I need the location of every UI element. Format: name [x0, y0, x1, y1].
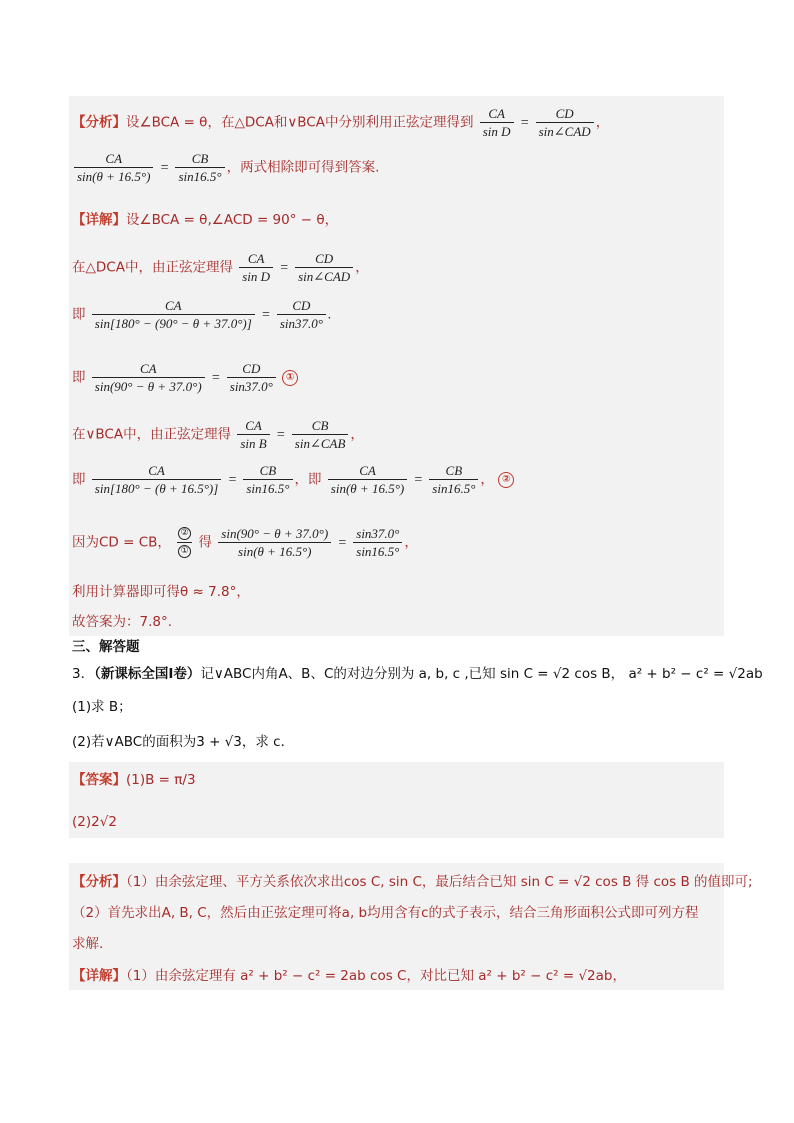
q3-detail-line-1: 【详解】（1）由余弦定理有 a² + b² − c² = 2ab cos C，对比已知 a² + b² − c² = √2ab，	[72, 968, 626, 984]
analysis-text-2: ，两式相除即可得到答案.	[226, 159, 380, 176]
answer-line-2: (2)2√2	[72, 814, 117, 830]
detail-line-dca: 在△DCA中，由正弦定理得 $\frac{CA}{\text{sin D}}$ = $\frac{CD}{\text{sin∠CAD}}$ ，	[72, 251, 369, 284]
question-3-part1: (1)求 B；	[72, 699, 132, 715]
detail-line-1: 【详解】设∠BCA = θ,∠ACD = 90° − θ，	[72, 212, 339, 228]
circled-two-marker: ②	[498, 472, 514, 488]
analysis-line-1: 【分析】设∠BCA = θ，在△DCA和∨BCA中分别利用正弦定理得到 $\frac{CA}{\text{sin D}}$ = $\frac{CD}{\text{sin∠CAD}}$ ，	[72, 106, 610, 139]
detail-line-final: 故答案为：7.8°.	[72, 614, 173, 630]
detail-line-ji-2: 即 $\frac{CA}{\sin(90^\circ - \theta + 37.0^\circ)}$ = $\frac{CD}{\sin 37.0^\circ}$ ①	[72, 360, 298, 395]
fraction-cd-sincad: $\frac{CD}{\text{sin∠CAD}}$	[536, 105, 594, 140]
detail-tag: 【详解】	[72, 212, 126, 228]
fraction-cb-sin165: $\frac{CB}{\sin 16.5^\circ}$	[175, 150, 224, 185]
detail-line-bca: 在∨BCA中，由正弦定理得 $\frac{CA}{\text{sin B}}$ = $\frac{CB}{\text{sin∠CAB}}$ ，	[72, 418, 364, 451]
detail-line-ji-1: 即 $\frac{CA}{\sin[180^\circ - (90^\circ - \theta + 37.0^\circ)]}$ = $\frac{CD}{\sin 37.0^\circ}$ .	[72, 298, 332, 331]
analysis-text-1: 设∠BCA = θ，在△DCA和∨BCA中分别利用正弦定理得到	[126, 114, 474, 131]
analysis-line-2: $\frac{CA}{\sin(\theta + 16.5^\circ)}$ = $\frac{CB}{\sin 16.5^\circ}$ ，两式相除即可得到答案.	[72, 150, 379, 185]
question-3-part2: (2)若∨ABC的面积为3 + √3，求 c．	[72, 734, 295, 750]
section-heading: 三、解答题	[72, 639, 140, 655]
circled-ratio: $\frac{\text{②}}{\text{①}}$	[177, 525, 192, 560]
answer-tag: 【答案】	[72, 772, 126, 788]
q3-analysis-line-2: （2）首先求出A, B, C，然后由正弦定理可将a, b均用含有c的式子表示，结合三角形面积公式即可列方程	[72, 905, 699, 921]
detail-line-calc: 利用计算器即可得θ ≈ 7.8°，	[72, 584, 250, 600]
circled-one-marker: ①	[282, 370, 298, 386]
analysis-tag: 【分析】	[72, 114, 126, 131]
detail-line-ratio: 因为CD = CB， $\frac{\text{②}}{\text{①}}$ 得 $\frac{\sin(90^\circ - \theta + 37.0^\circ)}{\sin(\theta + 16.5^\circ)}$ = $\frac{\sin 37.0^\circ}{\sin 16.5^\circ}$ ，	[72, 526, 418, 559]
question-3-stem: 3．（新课标全国Ⅰ卷）记∨ABC内角A、B、C的对边分别为 a, b, c ,已知 sin C = √2 cos B， a² + b² − c² = √2ab	[72, 666, 763, 682]
fraction-ca-sind: $\frac{CA}{\text{sin D}}$	[480, 105, 514, 140]
q3-analysis-line-1: 【分析】（1）由余弦定理、平方关系依次求出cos C, sin C，最后结合已知 sin C = √2 cos B 得 cos B 的值即可;	[72, 874, 753, 890]
q3-analysis-line-3: 求解.	[72, 936, 104, 952]
detail-line-ji-3: 即 $\frac{CA}{\sin[180^\circ - (\theta + 16.5^\circ)]}$ = $\frac{CB}{\sin 16.5^\circ}$ ，即 $\frac{CA}{\sin(\theta + 16.5^\circ)}$ = $\frac{CB}{\sin 16.5^\circ}$ ， ②	[72, 462, 514, 497]
answer-line-1: 【答案】(1)B = π/3	[72, 772, 196, 788]
fraction-ca-sintheta: $\frac{CA}{\sin(\theta + 16.5^\circ)}$	[74, 150, 153, 185]
